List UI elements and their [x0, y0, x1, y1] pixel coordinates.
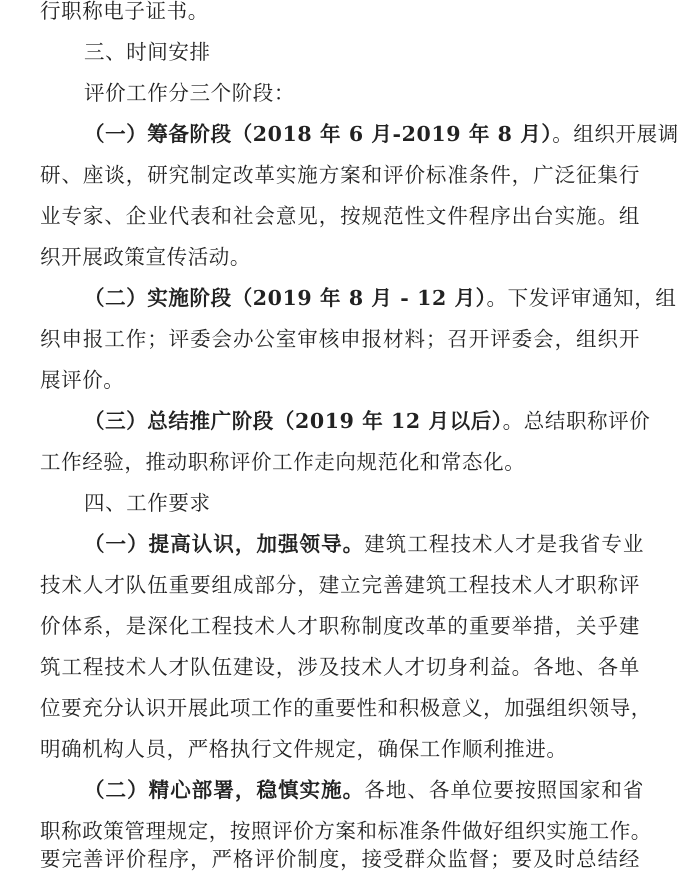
- paragraph-line: [84, 285, 677, 311]
- paragraph-line: [84, 408, 651, 434]
- paragraph-line: 工作经验，推动职称评价工作走向规范化和常态化。: [40, 450, 526, 474]
- paragraph-line: 位要充分认识开展此项工作的重要性和积极意义，加强组织领导，: [40, 696, 652, 720]
- paragraph-line: 业专家、企业代表和社会意见，按规范性文件程序出台实施。组: [40, 204, 640, 228]
- subsection-title: （三）总结推广阶段（2019 年 12 月以后）: [84, 409, 503, 433]
- subsection-title: （二）实施阶段（2019 年 8 月 - 12 月）: [84, 286, 487, 310]
- paragraph-line: 明确机构人员，严格执行文件规定，确保工作顺利推进。: [40, 737, 568, 761]
- paragraph-text: 。组织开展调: [552, 122, 679, 146]
- paragraph-line: 技术人才队伍重要组成部分，建立完善建筑工程技术人才职称评: [40, 573, 640, 597]
- paragraph-line: 评价工作分三个阶段：: [84, 81, 295, 105]
- paragraph-line: 要完善评价程序，严格评价制度，接受群众监督；要及时总结经: [40, 847, 640, 871]
- paragraph-line: [84, 531, 644, 557]
- subsection-title: （一）提高认识，加强领导。: [84, 532, 365, 556]
- paragraph-text: 。下发评审通知，组: [486, 286, 677, 310]
- subsection-title: （一）筹备阶段（2018 年 6 月-2019 年 8 月）: [84, 122, 553, 146]
- paragraph-line: 展评价。: [40, 368, 125, 392]
- paragraph-text: 建筑工程技术人才是我省专业: [364, 532, 644, 556]
- paragraph-line: 织申报工作；评委会办公室审核申报材料；召开评委会，组织开: [40, 327, 640, 351]
- paragraph-text: 各地、各单位要按照国家和省: [364, 778, 644, 802]
- paragraph-text: 。总结职称评价: [502, 409, 651, 433]
- paragraph-line: 研、座谈，研究制定改革实施方案和评价标准条件，广泛征集行: [40, 163, 640, 187]
- subsection-title: （二）精心部署，稳慎实施。: [84, 778, 365, 802]
- paragraph-line: 筑工程技术人才队伍建设，涉及技术人才切身利益。各地、各单: [40, 655, 640, 679]
- paragraph-line: [84, 777, 644, 803]
- paragraph-line: 价体系，是深化工程技术人才职称制度改革的重要举措，关乎建: [40, 614, 640, 638]
- paragraph-line: 行职称电子证书。: [40, 0, 209, 23]
- section-heading: 四、工作要求: [84, 491, 211, 515]
- section-heading: 三、时间安排: [84, 40, 211, 64]
- paragraph-line: 织开展政策宣传活动。: [40, 245, 251, 269]
- paragraph-line: 职称政策管理规定，按照评价方案和标准条件做好组织实施工作。: [40, 819, 652, 843]
- paragraph-line: [84, 121, 679, 147]
